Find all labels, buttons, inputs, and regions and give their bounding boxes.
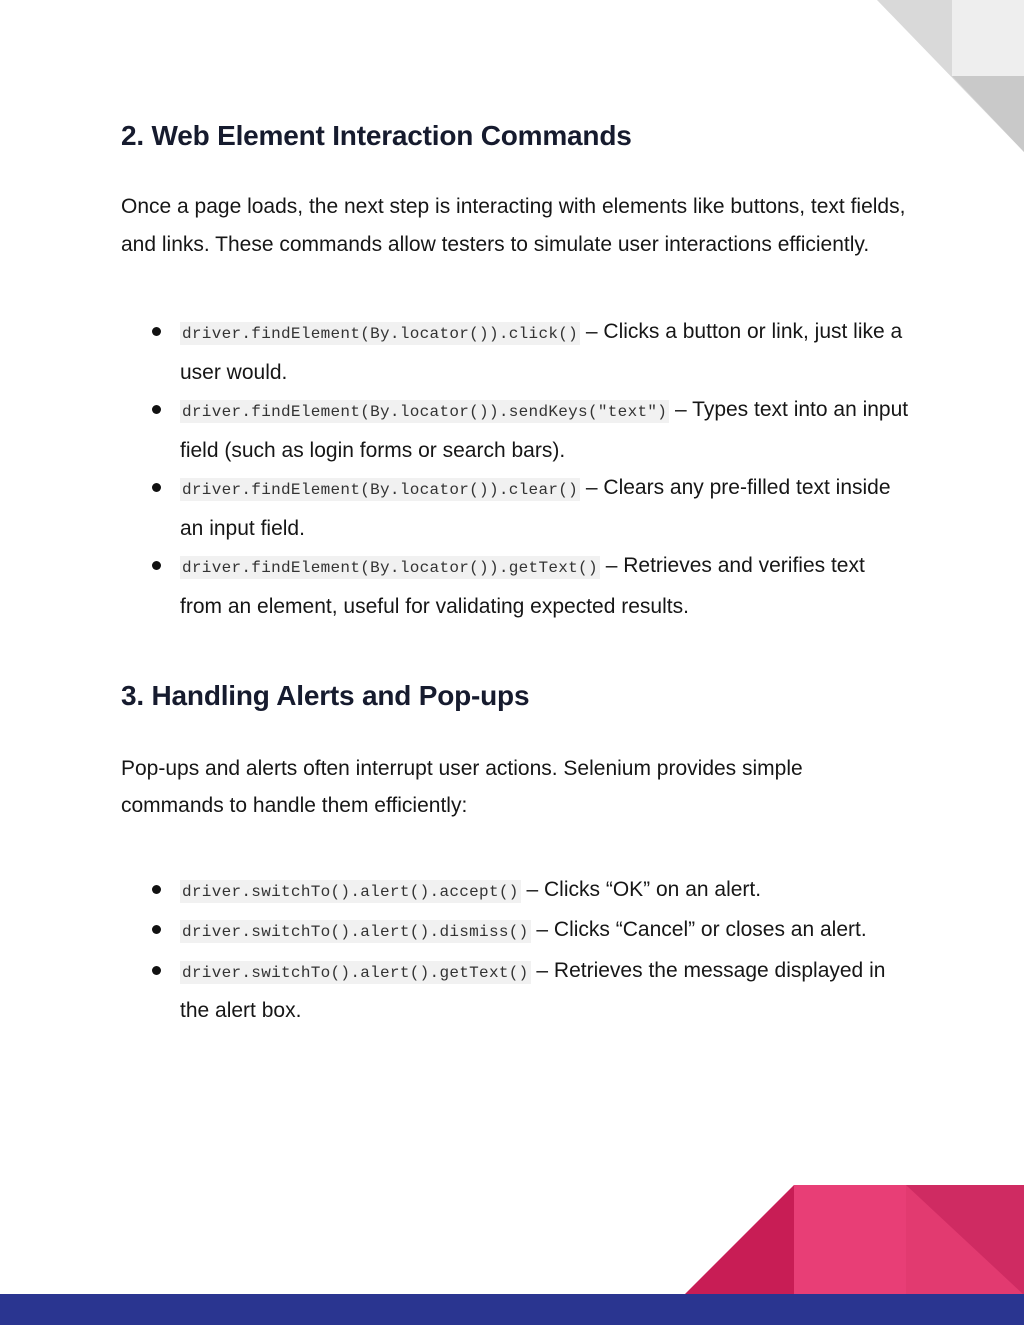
bullet-icon: [152, 966, 161, 975]
section-paragraph-handling-alerts: Pop-ups and alerts often interrupt user actions. Selenium provides simple commands to handle them efficiently:: [121, 756, 803, 818]
list-item: [121, 391, 911, 469]
bullet-icon: [152, 327, 161, 336]
list-item-description: – Types text into an input field (such as login forms or search bars).: [180, 398, 909, 462]
list-item-description: – Retrieves and verifies text from an element, useful for validating expected results.: [180, 554, 865, 618]
corner-decoration-bottom: [684, 1185, 1024, 1295]
section-paragraph-web-element-interaction: Once a page loads, the next step is interacting with elements like buttons, text fields, and links. These commands allow testers to simulate user interactions efficiently.: [121, 195, 906, 256]
code-snippet: driver.findElement(By.locator()).click(): [180, 322, 580, 345]
code-snippet: driver.findElement(By.locator()).getText(): [180, 556, 600, 579]
list-item: [121, 911, 911, 952]
list-item: [121, 313, 911, 391]
code-snippet: driver.switchTo().alert().dismiss(): [180, 920, 531, 943]
code-snippet: driver.switchTo().alert().accept(): [180, 880, 521, 903]
list-item-description: – Clears any pre-filled text inside an input field.: [180, 476, 891, 540]
section-title-web-element-interaction: 2. Web Element Interaction Commands: [121, 120, 632, 151]
bullet-icon: [152, 885, 161, 894]
code-snippet: driver.findElement(By.locator()).clear(): [180, 478, 580, 501]
list-item-description: – Clicks a button or link, just like a user would.: [180, 320, 903, 384]
list-item-description: – Clicks “OK” on an alert.: [520, 877, 762, 901]
list-item: [121, 871, 911, 912]
bullet-icon: [152, 483, 161, 492]
command-list-alerts: [121, 871, 911, 1030]
list-item: [121, 547, 911, 625]
bullet-icon: [152, 561, 161, 570]
list-item: [121, 469, 911, 547]
bullet-icon: [152, 405, 161, 414]
code-snippet: driver.findElement(By.locator()).sendKeys("text"): [180, 400, 669, 423]
bullet-icon: [152, 925, 161, 934]
code-snippet: driver.switchTo().alert().getText(): [180, 961, 531, 984]
main-content: [121, 112, 911, 1030]
list-item: [121, 952, 911, 1030]
footer-bar: [0, 1294, 1024, 1325]
list-item-description: – Retrieves the message displayed in the alert box.: [180, 958, 886, 1023]
section-title-handling-alerts: 3. Handling Alerts and Pop-ups: [121, 680, 530, 712]
list-item-description: – Clicks “Cancel” or closes an alert.: [530, 918, 867, 942]
command-list-web-element: [121, 313, 911, 625]
